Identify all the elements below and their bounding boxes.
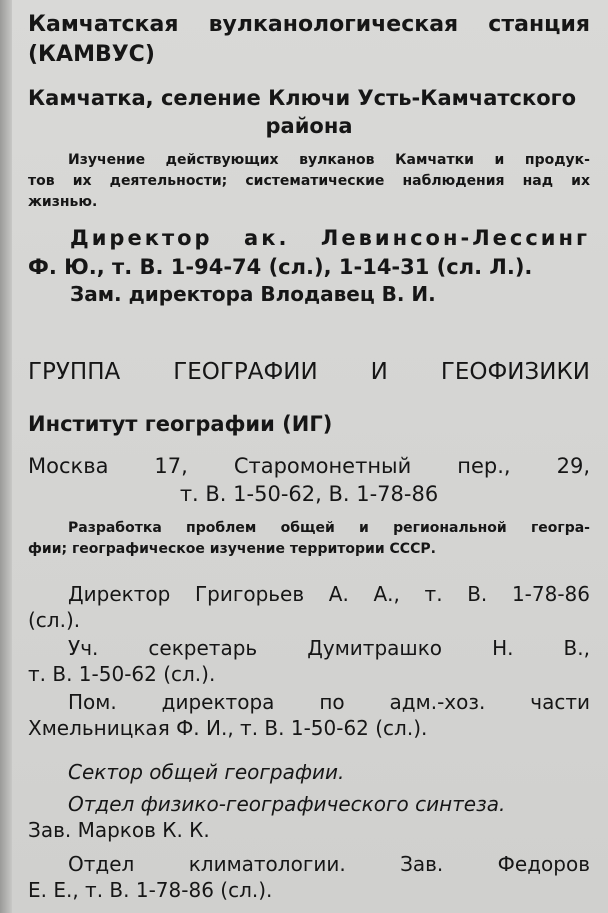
kamvus-director-line1: Директор ак. Левинсон-Лессинг [70, 226, 590, 250]
ig-dept1-line2: Зав. Марков К. К. [28, 818, 210, 842]
kamvus-address-line1: Камчатка, селение Ключи Усть-Камчатского [28, 86, 577, 110]
ig-dept1-line1: Отдел физико-географического синтеза. [68, 792, 506, 816]
page-edge-shadow [0, 0, 12, 913]
ig-director-line2: (сл.). [28, 608, 81, 632]
kamvus-title-line2: (КАМВУС) [28, 42, 155, 67]
ig-director-line1: Директор Григорьев А. А., т. В. 1-78-86 [68, 582, 590, 606]
kamvus-deputy: Зам. директора Влодавец В. И. [70, 282, 436, 306]
ig-adm-line2: Хмельницкая Ф. И., т. В. 1-50-62 (сл.). [28, 716, 428, 740]
ig-adm-line1: Пом. директора по адм.-хоз. части [68, 690, 590, 714]
kamvus-description-line1: Изучение действующих вулканов Камчатки и продук- [68, 152, 590, 168]
ig-address-line1: Москва 17, Старомонетный пер., 29, [28, 454, 590, 478]
ig-secretary-line2: т. В. 1-50-62 (сл.). [28, 662, 216, 686]
ig-description-line1: Разработка проблем общей и региональной геогра- [68, 520, 590, 536]
kamvus-title-line1: Камчатская вулканологическая станция [28, 12, 590, 37]
ig-description-line2: фии; географическое изучение территории СССР. [28, 541, 436, 557]
ig-dept2-line1: Отдел климатологии. Зав. Федоров [68, 852, 590, 876]
kamvus-address-line2: района [265, 114, 353, 138]
ig-address-line2: т. В. 1-50-62, В. 1-78-86 [179, 482, 439, 506]
ig-dept2-line2: Е. Е., т. В. 1-78-86 (сл.). [28, 878, 273, 902]
ig-sector: Сектор общей географии. [68, 760, 345, 784]
group-heading: ГРУППА ГЕОГРАФИИ И ГЕОФИЗИКИ [28, 359, 590, 385]
ig-title: Институт географии (ИГ) [28, 412, 333, 436]
ig-secretary-line1: Уч. секретарь Думитрашко Н. В., [68, 636, 590, 660]
kamvus-description-line3: жизнью. [28, 194, 98, 210]
kamvus-description-line2: тов их деятельности; систематические наблюдения над их [28, 173, 590, 189]
kamvus-director-line2: Ф. Ю., т. В. 1-94-74 (сл.), 1-14-31 (сл. Л.). [28, 255, 533, 279]
